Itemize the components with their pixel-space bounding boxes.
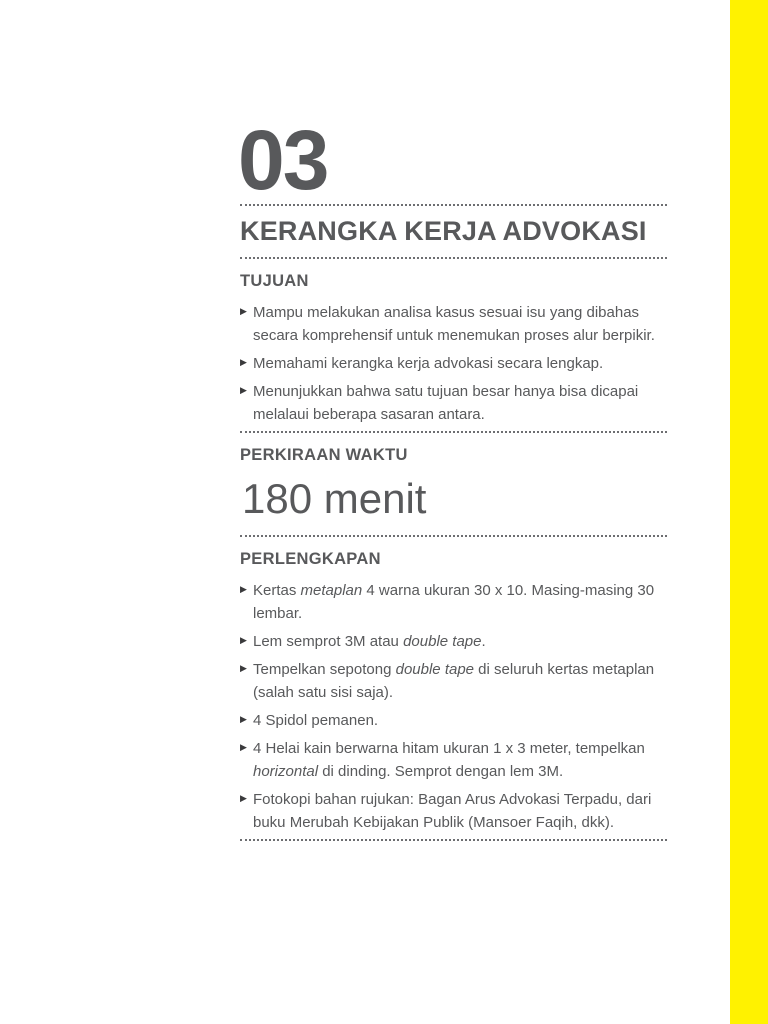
bullet-arrow-icon: ▶ <box>240 793 247 803</box>
bullet-arrow-icon: ▶ <box>240 635 247 645</box>
list-item-text: 4 Helai kain berwarna hitam ukuran 1 x 3 meter, tempelkan <box>253 740 645 757</box>
yellow-side-bar <box>730 0 768 1024</box>
list-item <box>240 788 667 834</box>
divider <box>240 431 667 433</box>
divider <box>240 257 667 259</box>
tujuan-list <box>240 301 667 426</box>
section-heading-waktu: PERKIRAAN WAKTU <box>240 446 408 464</box>
list-item-text: . <box>481 633 486 650</box>
list-item-text: Tempelkan sepotong <box>253 661 396 678</box>
section-heading-tujuan: TUJUAN <box>240 272 309 290</box>
list-item-text: Memahami kerangka kerja advokasi secara lengkap. <box>253 355 604 372</box>
italic-text: double tape <box>395 661 475 678</box>
bullet-arrow-icon: ▶ <box>240 663 247 673</box>
list-item-text: di seluruh kertas metaplan (salah satu sisi saja). <box>253 661 655 701</box>
italic-text: horizontal <box>253 763 319 780</box>
chapter-title: KERANGKA KERJA ADVOKASI <box>240 216 647 246</box>
list-item <box>240 301 667 347</box>
list-item-text: Lem semprot 3M atau <box>253 633 404 650</box>
list-item <box>240 380 667 426</box>
list-item <box>240 352 667 375</box>
list-item-text: 4 Spidol pemanen. <box>253 712 379 729</box>
time-estimate-value: 180 menit <box>242 475 427 522</box>
bullet-arrow-icon: ▶ <box>240 306 247 316</box>
list-item-text: Kertas <box>253 582 301 599</box>
list-item <box>240 737 667 783</box>
perlengkapan-list <box>240 579 667 834</box>
list-item <box>240 579 667 625</box>
list-item-text: Menunjukkan bahwa satu tujuan besar hanya bisa dicapai melalaui beberapa sasaran antara. <box>253 383 639 423</box>
list-item-text: di dinding. Semprot dengan lem 3M. <box>318 763 564 780</box>
list-item-text: 4 warna ukuran 30 x 10. Masing-masing 30 lembar. <box>253 582 655 622</box>
chapter-number: 03 <box>238 113 328 207</box>
list-item <box>240 709 667 732</box>
divider <box>240 839 667 841</box>
italic-text: double tape <box>403 633 482 650</box>
bullet-arrow-icon: ▶ <box>240 714 247 724</box>
bullet-arrow-icon: ▶ <box>240 584 247 594</box>
list-item-text: Mampu melakukan analisa kasus sesuai isu yang dibahas secara komprehensif untuk menemukan proses alur berpikir. <box>253 304 655 344</box>
italic-text: metaplan <box>300 582 363 599</box>
list-item <box>240 658 667 704</box>
page-content <box>238 113 667 841</box>
list-item-text: Fotokopi bahan rujukan: Bagan Arus Advokasi Terpadu, dari buku Merubah Kebijakan Publik (Mansoer Faqih, dkk). <box>253 791 652 831</box>
divider <box>240 535 667 537</box>
bullet-arrow-icon: ▶ <box>240 385 247 395</box>
section-heading-perlengkapan: PERLENGKAPAN <box>240 550 381 568</box>
bullet-arrow-icon: ▶ <box>240 357 247 367</box>
bullet-arrow-icon: ▶ <box>240 742 247 752</box>
list-item <box>240 630 667 653</box>
